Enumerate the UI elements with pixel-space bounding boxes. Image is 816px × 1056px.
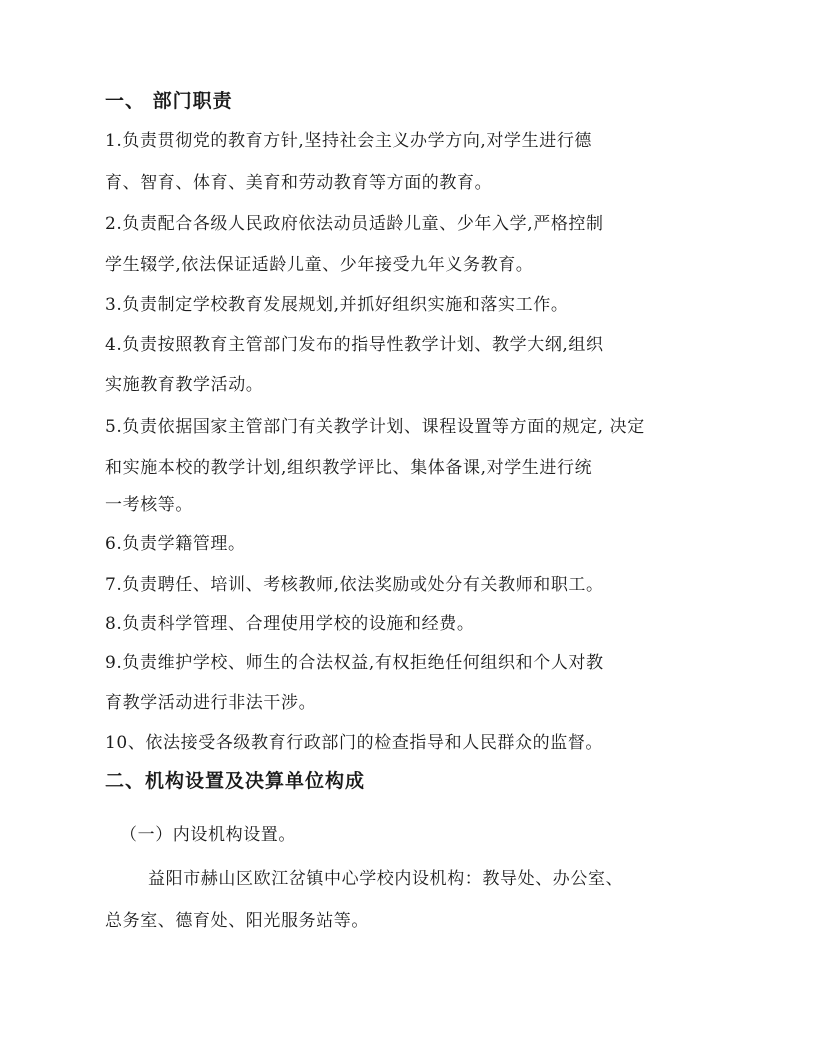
duty-line-8: 5.负责依据国家主管部门有关教学计划、课程设置等方面的规定, 决定 — [105, 417, 645, 437]
duty-line-12: 7.负责聘任、培训、考核教师,依法奖励或处分有关教师和职工。 — [105, 575, 604, 595]
duty-line-16: 10、依法接受各级教育行政部门的检查指导和人民群众的监督。 — [105, 733, 604, 753]
duty-line-5: 3.负责制定学校教育发展规划,并抓好组织实施和落实工作。 — [105, 295, 569, 315]
section-heading-responsibilities: 一、 部门职责 — [105, 90, 233, 112]
duty-line-6: 4.负责按照教育主管部门发布的指导性教学计划、教学大纲,组织 — [105, 335, 604, 355]
duty-line-2: 育、智育、体育、美育和劳动教育等方面的教育。 — [105, 173, 493, 193]
subheading-internal-units: （一）内设机构设置。 — [120, 825, 296, 845]
duty-line-14: 9.负责维护学校、师生的合法权益,有权拒绝任何组织和个人对教 — [105, 653, 604, 673]
paragraph-line-1: 益阳市赫山区欧江岔镇中心学校内设机构：教导处、办公室、 — [148, 869, 624, 889]
duty-line-4: 学生辍学,依法保证适龄儿童、少年接受九年义务教育。 — [105, 255, 534, 275]
duty-line-1: 1.负责贯彻党的教育方针,坚持社会主义办学方向,对学生进行德 — [105, 131, 593, 151]
duty-line-13: 8.负责科学管理、合理使用学校的设施和经费。 — [105, 614, 475, 634]
duty-line-11: 6.负责学籍管理。 — [105, 534, 246, 554]
duty-line-3: 2.负责配合各级人民政府依法动员适龄儿童、少年入学,严格控制 — [105, 214, 604, 234]
duty-line-15: 育教学活动进行非法干涉。 — [105, 693, 317, 713]
duty-line-7: 实施教育教学活动。 — [105, 375, 264, 395]
duty-line-9: 和实施本校的教学计划,组织教学评比、集体备课,对学生进行统 — [105, 458, 593, 478]
duty-line-10: 一考核等。 — [105, 495, 193, 515]
section-heading-organization: 二、机构设置及决算单位构成 — [105, 770, 366, 792]
paragraph-line-2: 总务室、德育处、阳光服务站等。 — [105, 911, 369, 931]
